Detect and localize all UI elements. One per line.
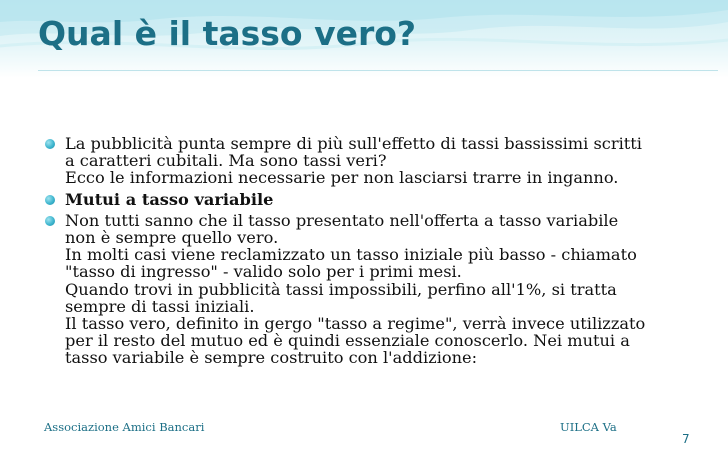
- bullet-text: Mutui a tasso variabile: [65, 189, 274, 209]
- bullet-icon: [45, 195, 55, 205]
- bullet-icon: [45, 139, 55, 149]
- footer-union: UILCA Va: [560, 420, 617, 434]
- slide-title: Qual è il tasso vero?: [38, 14, 417, 53]
- bullet-text: La pubblicità punta sempre di più sull'effetto di tassi bassissimi scritti a caratteri cubitali. Ma sono tassi veri? Ecco le informazioni necessarie per non lasciarsi trarre in inganno.: [65, 134, 642, 188]
- bullet-text: Non tutti sanno che il tasso presentato nell'offerta a tasso variabile non è sempre quello vero. In molti casi viene reclamizzato un tasso iniziale più basso - chiamato "tasso di ingresso" - valido solo per i primi mesi. Quando trovi in pubblicità tassi impossibili, perfino all'1%, si tratta sempre di tassi iniziali. Il tasso vero, definito in gergo "tasso a regime", verrà invece utilizzato per il resto del mutuo ed è quindi essenziale conoscerlo. Nei mutui a tasso variabile è sempre costruito con l'addizione:: [65, 210, 646, 368]
- bullet-item-heading: [44, 191, 694, 208]
- bullet-list: [44, 135, 694, 371]
- page-number: 7: [682, 432, 690, 446]
- footer-organization: Associazione Amici Bancari: [44, 420, 205, 434]
- bullet-item: [44, 212, 694, 367]
- bullet-item: [44, 135, 694, 187]
- bullet-icon: [45, 216, 55, 226]
- title-divider: [38, 70, 718, 71]
